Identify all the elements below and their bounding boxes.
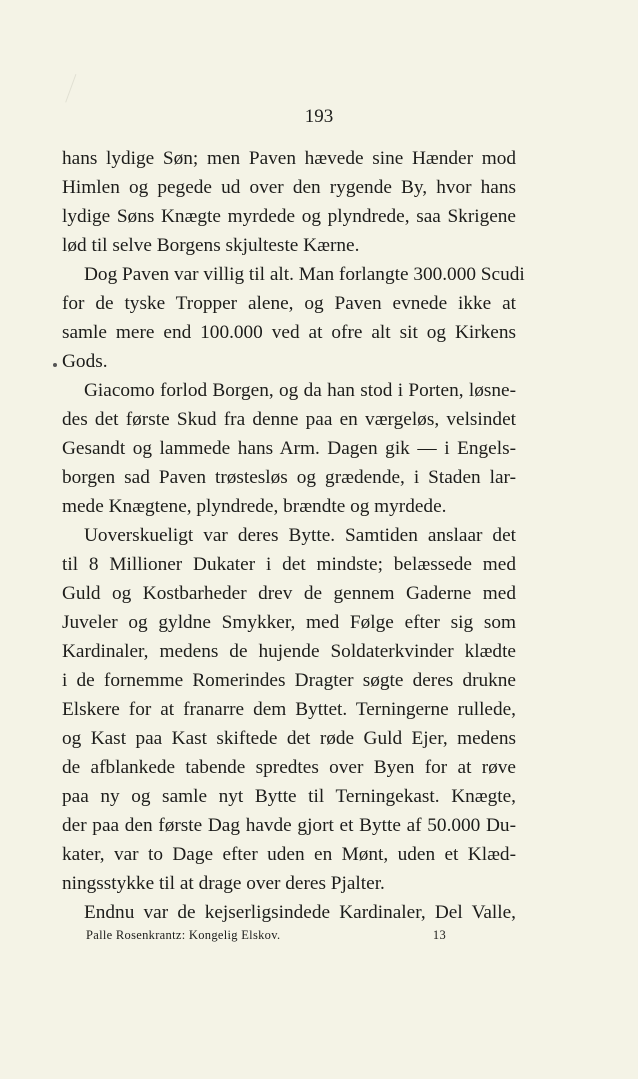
text-line: Juveler og gyldne Smykker, med Følge efter sig som	[62, 612, 516, 633]
text-line: Gesandt og lammede hans Arm. Dagen gik — i Engels-	[62, 438, 516, 459]
text-line: de afblankede tabende spredtes over Byen for at røve	[62, 757, 516, 778]
text-line: for de tyske Tropper alene, og Paven evnede ikke at	[62, 293, 516, 314]
page-number: 193	[304, 106, 334, 127]
text-line: paa ny og samle nyt Bytte til Terningekast. Knægte,	[62, 786, 516, 807]
text-line: kater, var to Dage efter uden en Mønt, uden et Klæd-	[62, 844, 516, 865]
text-line: Giacomo forlod Borgen, og da han stod i Porten, løsne-	[84, 380, 516, 401]
footer-author-title: Palle Rosenkrantz: Kongelig Elskov.	[86, 928, 281, 942]
text-line: lød til selve Borgens skjulteste Kærne.	[62, 235, 360, 256]
text-line: hans lydige Søn; men Paven hævede sine Hænder mod	[62, 148, 516, 169]
text-line: Guld og Kostbarheder drev de gennem Gaderne med	[62, 583, 516, 604]
text-line: borgen sad Paven trøstesløs og grædende, i Staden lar-	[62, 467, 516, 488]
text-line: til 8 Millioner Dukater i det mindste; belæssede med	[62, 554, 516, 575]
text-line: Endnu var de kejserligsindede Kardinaler, Del Valle,	[84, 902, 516, 923]
text-line: samle mere end 100.000 ved at ofre alt sit og Kirkens	[62, 322, 516, 343]
text-line: Elskere for at franarre dem Byttet. Terningerne rullede,	[62, 699, 516, 720]
text-line: og Kast paa Kast skiftede det røde Guld Ejer, medens	[62, 728, 516, 749]
text-line: Uoverskueligt var deres Bytte. Samtiden anslaar det	[84, 525, 516, 546]
footer-signature-number: 13	[432, 928, 446, 942]
text-line: Dog Paven var villig til alt. Man forlangte 300.000 Scudi	[84, 264, 525, 285]
stray-ink-mark	[53, 363, 57, 367]
text-line: i de fornemme Romerindes Dragter søgte deres drukne	[62, 670, 516, 691]
text-line: des det første Skud fra denne paa en værgeløs, velsindet	[62, 409, 516, 430]
text-line: Kardinaler, medens de hujende Soldaterkvinder klædte	[62, 641, 516, 662]
text-line: ningsstykke til at drage over deres Pjalter.	[62, 873, 385, 894]
text-line: lydige Søns Knægte myrdede og plyndrede, saa Skrigene	[62, 206, 516, 227]
page-footer	[86, 928, 446, 943]
body-text	[62, 144, 525, 927]
page-smudge	[65, 74, 86, 106]
text-line: mede Knægtene, plyndrede, brændte og myrdede.	[62, 496, 447, 517]
text-line: Gods.	[62, 351, 108, 372]
text-line: Himlen og pegede ud over den rygende By, hvor hans	[62, 177, 516, 198]
text-line: der paa den første Dag havde gjort et Bytte af 50.000 Du-	[62, 815, 516, 836]
